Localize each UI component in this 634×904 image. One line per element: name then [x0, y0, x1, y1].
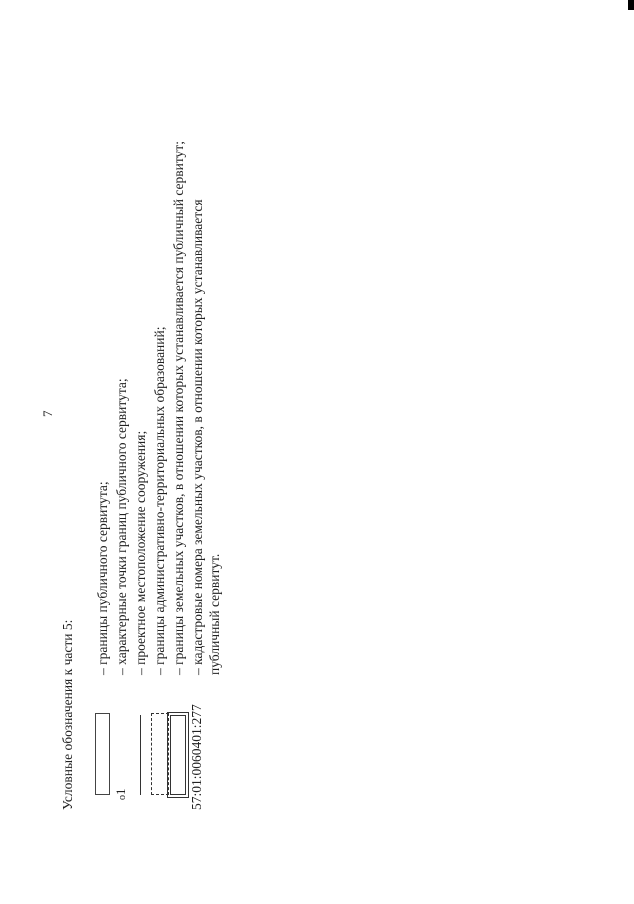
legend-description: – кадастровые номера земельных участков, в отношении которых устанавливается публичный сервитут. — [190, 199, 222, 675]
legend-symbol — [94, 688, 112, 810]
legend-description: – границы административно-территориальных образований; — [152, 326, 167, 675]
legend-item-structure-location — [132, 30, 150, 810]
legend-symbol — [170, 688, 188, 810]
legend-description: – характерные точки границ публичного сервитута; — [114, 378, 129, 675]
legend-symbol — [113, 688, 131, 810]
legend-sheet — [56, 30, 226, 810]
legend-description: – границы земельных участков, в отношении которых устанавливается публичный сервитут; — [171, 141, 186, 675]
legend-description: – границы публичного сервитута; — [95, 481, 110, 675]
point-label: 1 — [113, 788, 128, 795]
legend-item-land-plot-boundary — [170, 30, 188, 810]
dashed-rectangle-icon — [151, 713, 169, 795]
point-marker-icon: o1 — [113, 788, 128, 800]
legend-symbol — [189, 688, 207, 810]
legend-symbol — [151, 688, 169, 810]
legend-item-characteristic-points — [113, 30, 131, 810]
page-number: 7 — [40, 410, 55, 417]
legend-description: – проектное местоположение сооружения; — [133, 430, 148, 675]
double-rectangle-icon — [170, 715, 186, 795]
legend-item-administrative-boundary — [151, 30, 169, 810]
cadastral-number-label: 57:01:0060401:277 — [189, 704, 204, 810]
solid-rectangle-icon — [95, 713, 110, 795]
legend-title: Условные обозначения к части 5: — [60, 619, 75, 810]
legend-item-servitude-boundary — [94, 30, 112, 810]
solid-line-icon — [140, 715, 141, 795]
scan-corner-mark — [628, 0, 634, 10]
legend-item-cadastral-number — [189, 30, 222, 810]
legend-symbol — [132, 688, 150, 810]
